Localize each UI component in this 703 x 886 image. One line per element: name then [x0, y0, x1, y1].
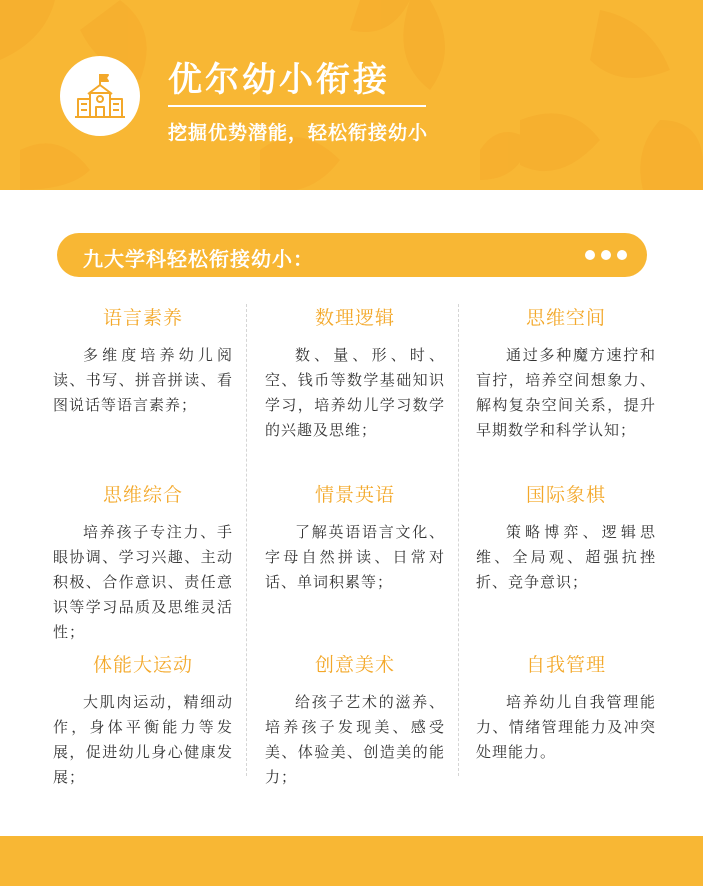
- subject-card: [476, 650, 656, 765]
- subject-card: [53, 303, 233, 418]
- subject-title: 创意美术: [314, 654, 395, 676]
- subject-description: 培养孩子专注力、手眼协调、学习兴趣、主动积极、合作意识、责任意识等学习品质及思维灵活性；: [53, 523, 233, 641]
- subject-description: 培养幼儿自我管理能力、情绪管理能力及冲突处理能力。: [476, 693, 656, 761]
- subject-description: 数、量、形、时、空、钱币等数学基础知识学习，培养幼儿学习数学的兴趣及思维；: [265, 346, 445, 439]
- ellipsis-dots-icon: [579, 250, 627, 260]
- footer-bar: [0, 836, 703, 886]
- school-building-icon: [74, 72, 126, 120]
- subject-title: 国际象棋: [525, 484, 606, 506]
- header-banner: [0, 0, 703, 190]
- subject-card: [265, 480, 445, 595]
- subject-title: 数理逻辑: [314, 307, 395, 329]
- logo-badge: [60, 56, 140, 136]
- section-banner: [57, 233, 647, 277]
- dot: [617, 250, 627, 260]
- subject-card: [476, 303, 656, 443]
- subject-description: 给孩子艺术的滋养、培养孩子发现美、感受美、体验美、创造美的能力；: [265, 693, 445, 786]
- subject-description: 大肌肉运动，精细动作，身体平衡能力等发展，促进幼儿身心健康发展；: [53, 693, 233, 786]
- subject-description: 了解英语语言文化、字母自然拼读、日常对话、单词积累等；: [265, 523, 445, 591]
- section-heading: 九大学科轻松衔接幼小：: [83, 247, 314, 271]
- subject-card: [476, 480, 656, 595]
- subject-description: 多维度培养幼儿阅读、书写、拼音拼读、看图说话等语言素养；: [53, 346, 233, 414]
- title-underline: [168, 105, 426, 107]
- subject-card: [53, 480, 233, 645]
- subject-card: [265, 303, 445, 443]
- subject-card: [265, 650, 445, 790]
- subject-title: 自我管理: [525, 654, 606, 676]
- subject-title: 思维综合: [102, 484, 183, 506]
- subject-title: 体能大运动: [92, 654, 193, 676]
- column-divider: [458, 304, 459, 776]
- subject-description: 策略博弈、逻辑思维、全局观、超强抗挫折、竞争意识；: [476, 523, 656, 591]
- subject-description: 通过多种魔方速拧和盲拧，培养空间想象力、解构复杂空间关系，提升早期数学和科学认知；: [476, 346, 656, 439]
- subject-title: 情景英语: [314, 484, 395, 506]
- column-divider: [246, 304, 247, 776]
- dot: [585, 250, 595, 260]
- subject-card: [53, 650, 233, 790]
- subject-title: 语言素养: [102, 307, 183, 329]
- page-title: 优尔幼小衔接: [168, 60, 390, 100]
- page-subtitle: 挖掘优势潜能，轻松衔接幼小: [168, 122, 429, 144]
- subject-title: 思维空间: [525, 307, 606, 329]
- dot: [601, 250, 611, 260]
